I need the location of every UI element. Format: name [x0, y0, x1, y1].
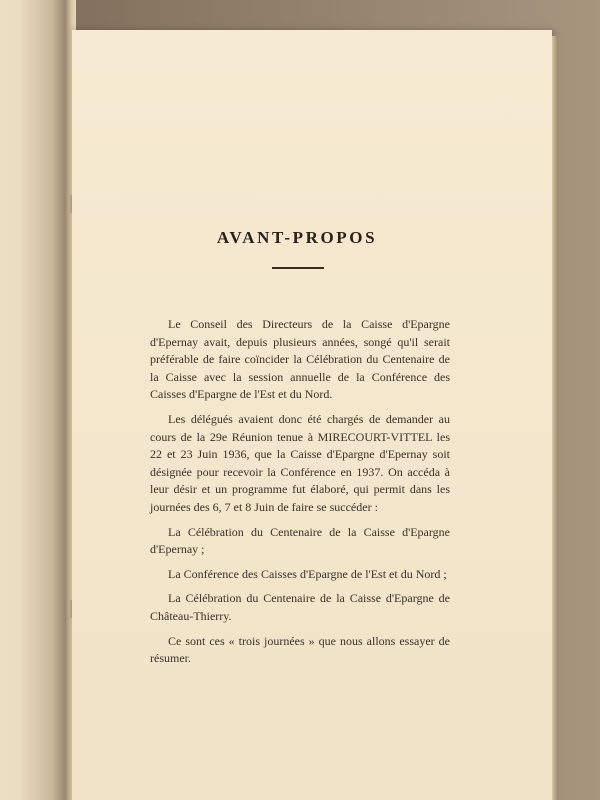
title-rule-divider	[272, 267, 324, 269]
paragraph-closing: Ce sont ces « trois journées » que nous allons essayer de résumer.	[150, 633, 450, 666]
paragraph-intro: Le Conseil des Directeurs de la Caisse d'Epargne d'Epernay avait, depuis plusieurs années, songé qu'il serait préférable de faire coïncider la Célébration du Centenaire de la Caisse avec la session annuelle de la Conférence des Caisses d'Epargne de l'Est et du Nord.	[150, 317, 450, 402]
paragraph-item-epernay: La Célébration du Centenaire de la Caisse d'Epargne d'Epernay ;	[150, 524, 450, 557]
paragraph-item-conference: La Conférence des Caisses d'Epargne de l'Est et du Nord ;	[168, 566, 447, 581]
page-title: AVANT-PROPOS	[216, 228, 378, 247]
paragraph-delegates: Les délégués avaient donc été chargés de demander au cours de la 29e Réunion tenue à MIRECOURT-VITTEL les 22 et 23 Juin 1936, que la Caisse d'Epargne d'Epernay soit désignée pour recevoir la Conférence en 1937. On accéda à leur désir et un programme fut élaboré, qui permit dans les journées des 6, 7 et 8 Juin de faire se succéder :	[150, 411, 450, 514]
left-page-edge	[0, 0, 69, 800]
foreword-text	[150, 316, 450, 675]
page-edge-shadow	[552, 36, 558, 800]
paragraph-item-chateau-thierry: La Célébration du Centenaire de la Caisse d'Epargne de Château-Thierry.	[150, 591, 450, 623]
